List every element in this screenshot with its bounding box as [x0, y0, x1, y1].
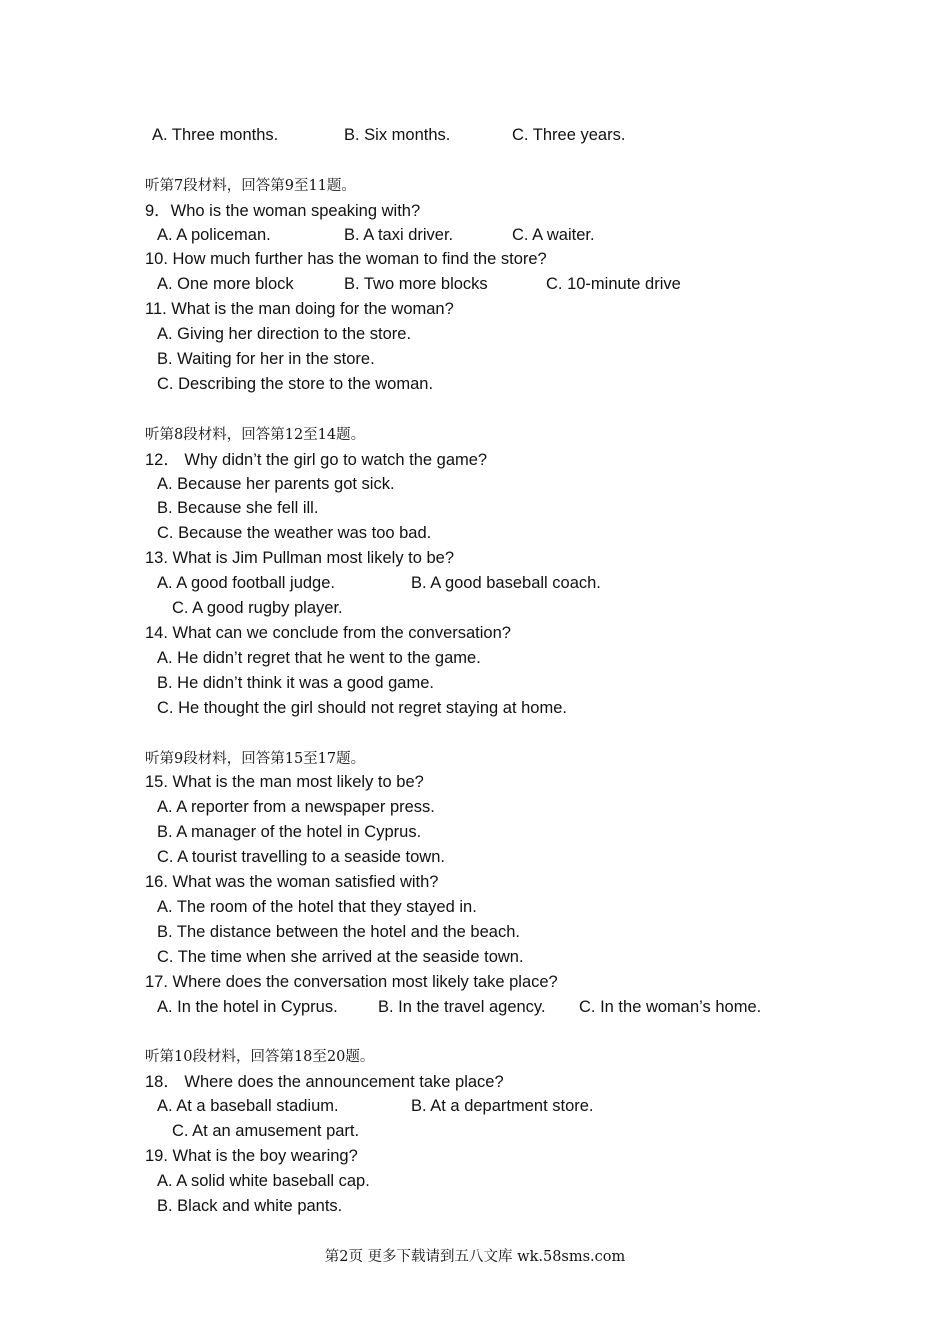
option-a: A. In the hotel in Cyprus. — [157, 998, 338, 1016]
question-text: 15. What is the man most likely to be? — [145, 773, 424, 791]
page-footer: 第2页 更多下载请到五八文库 wk.58sms.com — [324, 1249, 626, 1265]
option-b: B. At a department store. — [411, 1097, 594, 1115]
section-header: 听第7段材料，回答第9至11题。 — [145, 178, 356, 194]
option-b: B. Black and white pants. — [157, 1197, 343, 1215]
option-a: A. He didn’t regret that he went to the game. — [157, 649, 481, 667]
option-b: B. In the travel agency. — [378, 998, 546, 1016]
question-text: 12． Why didn’t the girl go to watch the game? — [145, 451, 488, 469]
q8-option-a: A. Three months. — [152, 126, 279, 144]
option-b: B. He didn’t think it was a good game. — [157, 674, 434, 692]
option-b: B. A manager of the hotel in Cyprus. — [157, 823, 422, 841]
option-c: C. He thought the girl should not regret staying at home. — [157, 699, 567, 717]
option-a: A. A reporter from a newspaper press. — [157, 798, 435, 816]
question-text: 16. What was the woman satisfied with? — [145, 873, 439, 891]
option-a: A. A policeman. — [157, 226, 271, 244]
q8-option-b: B. Six months. — [344, 126, 451, 144]
question-text: 17. Where does the conversation most likely take place? — [145, 973, 558, 991]
option-c: C. A waiter. — [512, 226, 595, 244]
option-b: B. A good baseball coach. — [411, 574, 601, 592]
section-header: 听第8段材料，回答第12至14题。 — [145, 427, 366, 443]
question-text: 14. What can we conclude from the conversation? — [145, 624, 511, 642]
question-text: 9．Who is the woman speaking with? — [145, 202, 421, 220]
option-a: A. One more block — [157, 275, 294, 293]
option-c: C. Because the weather was too bad. — [157, 524, 432, 542]
option-b: B. The distance between the hotel and the beach. — [157, 923, 520, 941]
option-a: A. A solid white baseball cap. — [157, 1172, 370, 1190]
option-c: C. The time when she arrived at the seaside town. — [157, 948, 524, 966]
option-a: A. Giving her direction to the store. — [157, 325, 412, 343]
option-a: A. At a baseball stadium. — [157, 1097, 339, 1115]
option-a: A. The room of the hotel that they stayed in. — [157, 898, 477, 916]
question-text: 18． Where does the announcement take place? — [145, 1073, 504, 1091]
option-c: C. 10-minute drive — [546, 275, 681, 293]
question-text: 19. What is the boy wearing? — [145, 1147, 358, 1165]
option-b: B. Waiting for her in the store. — [157, 350, 375, 368]
question-text: 11. What is the man doing for the woman? — [145, 300, 454, 318]
option-c: C. Describing the store to the woman. — [157, 375, 434, 393]
option-c: C. A good rugby player. — [172, 599, 343, 617]
option-c: C. In the woman’s home. — [579, 998, 762, 1016]
section-header: 听第10段材料，回答第18至20题。 — [145, 1049, 375, 1065]
option-a: A. A good football judge. — [157, 574, 335, 592]
option-b: B. Because she fell ill. — [157, 499, 319, 517]
option-c: C. At an amusement part. — [172, 1122, 360, 1140]
option-b: B. Two more blocks — [344, 275, 488, 293]
question-text: 13. What is Jim Pullman most likely to be? — [145, 549, 455, 567]
section-header: 听第9段材料，回答第15至17题。 — [145, 751, 366, 767]
option-c: C. A tourist travelling to a seaside town. — [157, 848, 445, 866]
q8-option-c: C. Three years. — [512, 126, 626, 144]
option-a: A. Because her parents got sick. — [157, 475, 395, 493]
option-b: B. A taxi driver. — [344, 226, 454, 244]
question-text: 10. How much further has the woman to find the store? — [145, 250, 547, 268]
